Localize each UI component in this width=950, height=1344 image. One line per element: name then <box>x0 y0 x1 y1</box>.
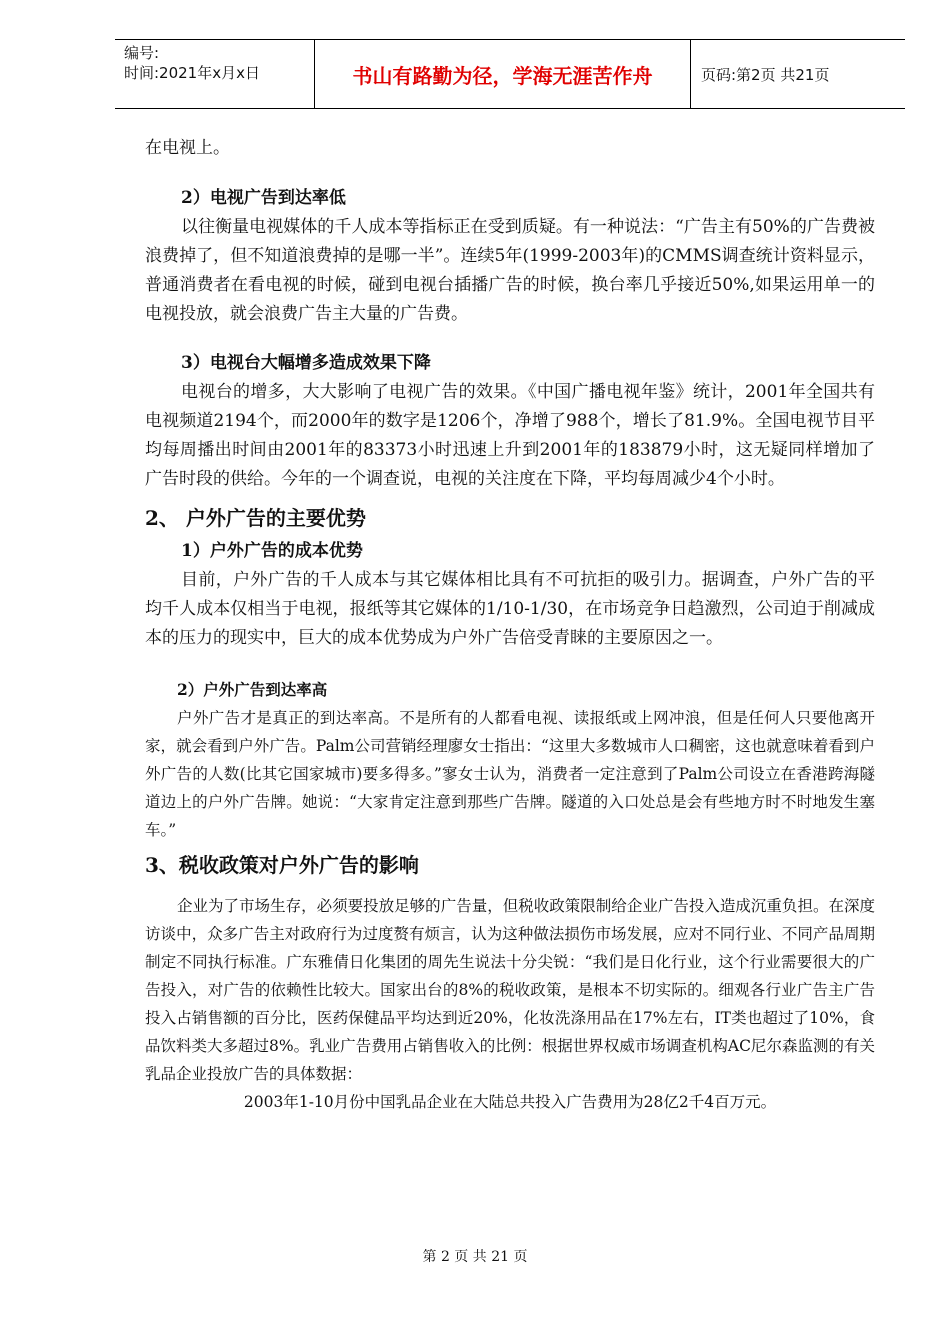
header-meta <box>115 40 315 108</box>
subheading-tv-stations: 3）电视台大幅增多造成效果下降 <box>181 353 431 373</box>
page-footer: 第 2 页 共 21 页 <box>422 1249 528 1265</box>
subheading-outdoor-cost: 1）户外广告的成本优势 <box>181 541 363 561</box>
paragraph-tv-stations: 电视台的增多，大大影响了电视广告的效果。《中国广播电视年鉴》统计，2001年全国共有电视频道2194个，而2000年的数字是1206个，净增了988个，增长了81.9%。全国电视节目平均每周播出时间由2001年的83373小时迅速上升到2001年的183879小时，这无疑同样增加了广告时段的供给。今年的一个调查说，电视的关注度在下降，平均每周减少4个小时。 <box>145 382 875 489</box>
number-label: 编号: <box>124 44 160 62</box>
time-label: 时间:2021年x月x日 <box>124 64 260 82</box>
section-heading-tax-policy: 3、税收政策对户外广告的影响 <box>145 853 419 877</box>
section-heading-outdoor-advantages: 2、 户外广告的主要优势 <box>145 506 366 530</box>
subheading-tv-reach: 2）电视广告到达率低 <box>181 188 346 208</box>
paragraph-outdoor-reach: 户外广告才是真正的到达率高。不是所有的人都看电视、读报纸或上网冲浪，但是任何人只要他离开家，就会看到户外广告。Palm公司营销经理廖女士指出：“这里大多数城市人口稠密，这也就意味着看到户外广告的人数(比其它国家城市)要多得多。”寥女士认为，消费者一定注意到了Palm公司设立在香港跨海隧道边上的户外广告牌。她说：“大家肯定注意到那些广告牌。隧道的入口处总是会有些地方时不时地发生塞车。” <box>145 709 875 839</box>
header-motto: 书山有路勤为径，学海无涯苦作舟 <box>315 40 691 108</box>
paragraph-dairy-ad-spend: 2003年1-10月份中国乳品企业在大陆总共投入广告费用为28亿2千4百万元。 <box>243 1093 777 1111</box>
document-body <box>145 134 875 1116</box>
paragraph-outdoor-cost: 目前，户外广告的千人成本与其它媒体相比具有不可抗拒的吸引力。据调查，户外广告的平均千人成本仅相当于电视，报纸等其它媒体的1/10-1/30，在市场竞争日趋激烈，公司迫于削减成本的压力的现实中，巨大的成本优势成为户外广告倍受青睐的主要原因之一。 <box>145 570 875 648</box>
subheading-outdoor-reach: 2）户外广告到达率高 <box>177 680 328 699</box>
paragraph-tax-policy: 企业为了市场生存，必须要投放足够的广告量，但税收政策限制给企业广告投入造成沉重负担。在深度访谈中，众多广告主对政府行为过度赘有烦言，认为这种做法损伤市场发展，应对不同行业、不同产品周期制定不同执行标准。广东雅倩日化集团的周先生说法十分尖锐：“我们是日化行业，这个行业需要很大的广告投入，对广告的依赖性比较大。国家出台的8%的税收政策，是根本不切实际的。细观各行业广告主广告投入占销售额的百分比，医药保健品平均达到近20%，化妆洗涤用品在17%左右，IT类也超过了10%，食品饮料类大多超过8%。乳业广告费用占销售收入的比例：根据世界权威市场调查机构AC尼尔森监测的有关乳品企业投放广告的具体数据： <box>145 897 875 1083</box>
page-header <box>115 39 905 109</box>
paragraph-continuation: 在电视上。 <box>145 138 230 158</box>
header-page-label: 页码:第2页 共21页 <box>701 65 830 84</box>
paragraph-tv-reach: 以往衡量电视媒体的千人成本等指标正在受到质疑。有一种说法：“广告主有50%的广告费被浪费掉了，但不知道浪费掉的是哪一半”。连续5年(1999-2003年)的CMMS调查统计资料显示，普通消费者在看电视的时候，碰到电视台插播广告的时候，换台率几乎接近50%,如果运用单一的电视投放，就会浪费广告主大量的广告费。 <box>145 217 875 324</box>
